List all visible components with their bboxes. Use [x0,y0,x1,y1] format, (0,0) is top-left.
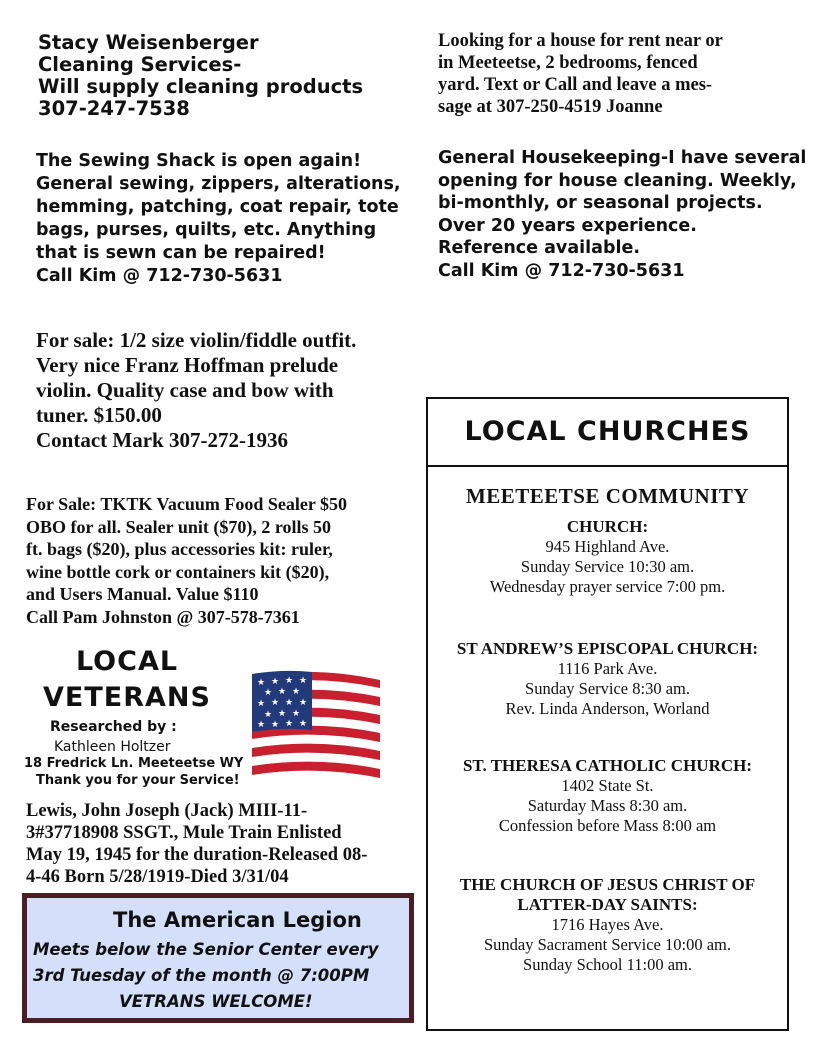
svg-text:★: ★ [271,698,280,708]
ad-line: wine bottle cork or containers kit ($20), [26,561,330,582]
church-address: 1716 Hayes Ave. [551,915,664,934]
ad-line: For Sale: TKTK Vacuum Food Sealer $50 [26,494,348,514]
researcher-address: 18 Fredrick Ln. Meeteetse WY [24,756,244,771]
food-sealer-ad [26,493,347,628]
ad-line: Will supply cleaning products [38,75,364,98]
researcher-name: Kathleen Holtzer [54,739,171,755]
ad-line: Cleaning Services- [38,53,242,76]
church-listing [428,483,787,597]
cleaning-services-ad [38,32,363,120]
ad-phone: Contact Mark 307-272-1936 [36,428,288,452]
ad-line: Very nice Franz Hoffman prelude [36,353,339,377]
ad-line: violin. Quality case and bow with [36,378,334,402]
ad-phone: Call Kim @ 712-730-5631 [36,266,283,286]
house-rent-ad [438,30,723,118]
churches-heading: LOCAL CHURCHES [428,399,787,467]
church-name: MEETEETSE COMMUNITY [465,484,750,508]
church-listing [428,875,787,975]
thanks-message: Thank you for your Service! [36,773,240,788]
sewing-shack-ad [36,150,401,288]
svg-text:★: ★ [299,676,308,686]
church-name: ST. THERESA CATHOLIC CHURCH: [462,756,753,775]
ad-line: tuner. $150.00 [36,403,162,427]
vet-title-line: VETERANS [43,682,211,713]
ad-line: opening for house cleaning. Weekly, [438,170,797,191]
church-service: Sunday Sacrament Service 10:00 am. [484,935,731,954]
svg-text:★: ★ [278,687,287,697]
svg-text:★: ★ [292,687,301,697]
legion-title: The American Legion [113,908,362,932]
american-flag-icon [252,668,380,786]
church-listing [428,756,787,836]
church-service: Confession before Mass 8:00 am [498,816,717,835]
local-veterans-title [22,644,232,716]
veteran-entry-line: 4-46 Born 5/28/1919-Died 3/31/04 [26,867,289,887]
church-name: CHURCH: [566,517,649,536]
ad-line: For sale: 1/2 size violin/fiddle outfit. [36,328,357,352]
ad-line: Stacy Weisenberger [38,31,259,54]
church-address: 1116 Park Ave. [557,659,658,678]
ad-line: that is sewn can be repaired! [36,243,326,263]
veteran-entry-line: Lewis, John Joseph (Jack) MIII-11- [26,801,308,821]
church-service: Rev. Linda Anderson, Worland [505,699,710,718]
svg-text:★: ★ [271,677,280,687]
veteran-entry-line: May 19, 1945 for the duration-Released 08- [26,845,368,865]
svg-text:★: ★ [278,709,287,719]
svg-text:★: ★ [299,698,308,708]
church-service: Sunday Service 8:30 am. [525,679,690,698]
ad-line: bags, purses, quilts, etc. Anything [36,220,377,240]
svg-text:★: ★ [257,699,266,709]
ad-line: OBO for all. Sealer unit ($70), 2 rolls 50 [26,516,331,537]
housekeeping-ad [438,147,806,282]
svg-text:★: ★ [285,719,294,729]
church-address: 1402 State St. [561,776,654,795]
church-listing [428,639,787,719]
church-service: Wednesday prayer service 7:00 pm. [489,577,726,596]
ad-phone: Call Pam Johnston @ 307-578-7361 [26,606,300,627]
ad-phone: 307-247-7538 [38,97,190,120]
ad-phone: Call Kim @ 712-730-5631 [438,260,685,281]
svg-text:★: ★ [271,720,280,730]
ad-line: General sewing, zippers, alterations, [36,174,401,194]
ad-line: Over 20 years experience. [438,215,697,236]
american-legion-box [22,893,414,1023]
svg-text:★: ★ [285,676,294,686]
local-churches-box [426,397,789,1031]
ad-line: sage at 307-250-4519 Joanne [438,97,663,117]
ad-line: ft. bags ($20), plus accessories kit: ruler, [26,539,333,559]
legion-line: 3rd Tuesday of the month @ 7:00PM [33,966,370,985]
ad-line: General Housekeeping-I have several [438,148,807,168]
svg-text:★: ★ [292,709,301,719]
ad-line: and Users Manual. Value $110 [26,584,259,604]
svg-text:★: ★ [264,710,273,720]
ad-line: yard. Text or Call and leave a mes- [438,75,713,95]
church-name: LATTER-DAY SAINTS: [517,895,698,914]
ad-line: The Sewing Shack is open again! [36,151,362,171]
svg-text:★: ★ [257,678,266,688]
vet-title-line: LOCAL [75,646,179,677]
church-service: Sunday School 11:00 am. [523,955,692,974]
ad-line: Looking for a house for rent near or [438,31,723,51]
legion-line: Meets below the Senior Center every [33,940,379,959]
ad-line: bi-monthly, or seasonal projects. [438,193,763,213]
veteran-entry-line: 3#37718908 SSGT., Mule Train Enlisted [26,823,342,843]
church-name: ST ANDREW’S EPISCOPAL CHURCH: [456,639,759,658]
researched-by-label: Researched by : [50,719,177,735]
church-service: Saturday Mass 8:30 am. [527,796,688,815]
svg-text:★: ★ [264,688,273,698]
ad-line: Reference available. [438,238,640,258]
church-name: THE CHURCH OF JESUS CHRIST OF [459,875,756,894]
svg-text:★: ★ [299,719,308,729]
church-service: Sunday Service 10:30 am. [520,557,695,576]
svg-text:★: ★ [285,698,294,708]
ad-line: in Meeteetse, 2 bedrooms, fenced [438,53,698,73]
church-address: 945 Highland Ave. [545,537,670,556]
violin-sale-ad [36,328,356,453]
legion-welcome: VETRANS WELCOME! [119,992,313,1011]
ad-line: hemming, patching, coat repair, tote [36,197,399,217]
veteran-entry [26,800,367,888]
svg-text:★: ★ [257,720,266,730]
